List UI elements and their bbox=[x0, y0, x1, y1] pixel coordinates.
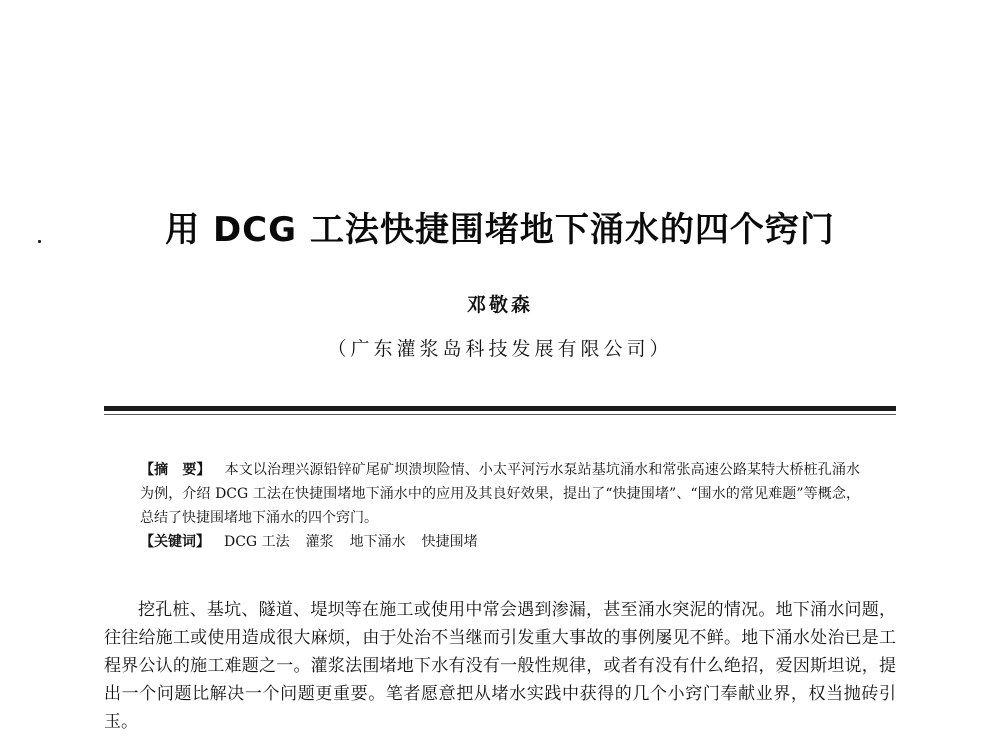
abstract-label: 【摘 要】 bbox=[140, 462, 211, 478]
author-name: 邓敬森 bbox=[466, 294, 533, 316]
author-affiliation: （广东灌浆岛科技发展有限公司） bbox=[327, 338, 673, 360]
keyword-item: 快捷围堵 bbox=[421, 534, 478, 550]
header-divider bbox=[104, 406, 896, 411]
scan-speck bbox=[38, 240, 41, 243]
abstract-paragraph bbox=[140, 458, 860, 530]
keyword-item: 灌浆 bbox=[305, 534, 334, 550]
abstract-block bbox=[140, 458, 860, 554]
abstract-text: 本文以治理兴源铅锌矿尾矿坝溃坝险情、小太平河污水泵站基坑涌水和常张高速公路某特大桥桩孔涌水为例，介绍 DCG 工法在快捷围堵地下涌水中的应用及其良好效果，提出了“快捷围堵”、“围水的常见难题”等概念，总结了快捷围堵地下涌水的四个窍门。 bbox=[140, 462, 861, 526]
keywords-label: 【关键词】 bbox=[140, 534, 210, 550]
paper-title: 用 DCG 工法快捷围堵地下涌水的四个窍门 bbox=[165, 210, 835, 250]
keyword-item: 地下涌水 bbox=[349, 534, 406, 550]
keyword-item: DCG 工法 bbox=[224, 534, 290, 550]
body-paragraph: 挖孔桩、基坑、隧道、堤坝等在施工或使用中常会遇到渗漏，甚至涌水突泥的情况。地下涌水问题，往往给施工或使用造成很大麻烦，由于处治不当继而引发重大事故的事例屡见不鲜。地下涌水处治已是工程界公认的施工难题之一。灌浆法围堵地下水有没有一般性规律，或者有没有什么绝招，爱因斯坦说，提出一个问题比解决一个问题更重要。笔者愿意把从堵水实践中获得的几个小窍门奉献业界，权当抛砖引玉。 bbox=[104, 600, 896, 732]
header-divider-thin bbox=[104, 414, 896, 415]
keywords-line bbox=[140, 530, 860, 554]
